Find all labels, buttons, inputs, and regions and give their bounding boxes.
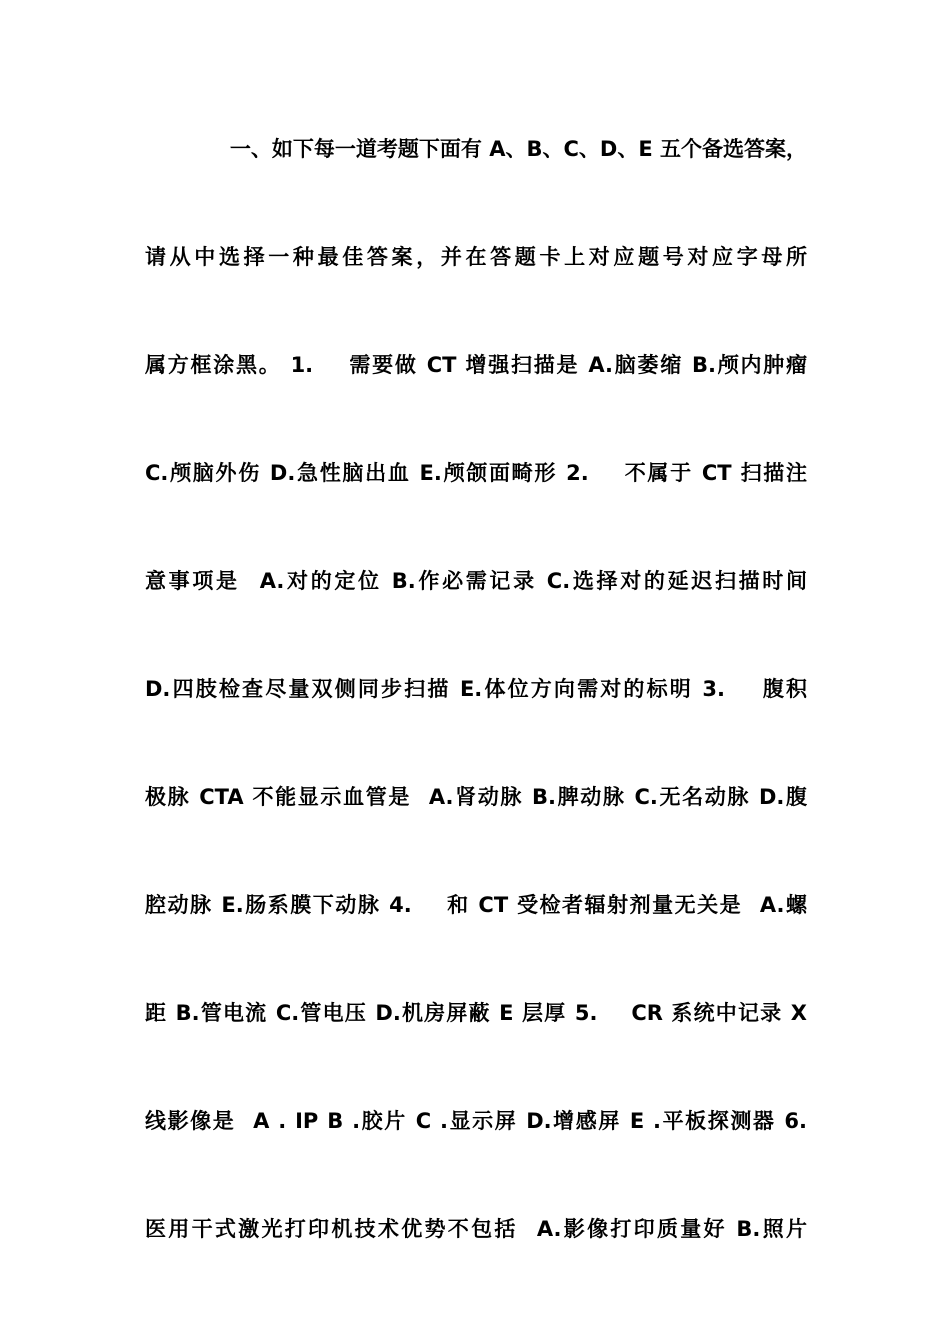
text-line-3: 属方框涂黑。 1. 需要做 CT 增强扫描是 A.脑萎缩 B.颅内肿瘤 <box>145 353 807 377</box>
exam-question-text <box>145 128 807 1316</box>
text-line-10: 线影像是 A . IP B .胶片 C .显示屏 D.增感屏 E .平板探测器 6. <box>145 1109 807 1133</box>
text-line-6: D.四肢检查尽量双侧同步扫描 E.体位方向需对的标明 3. 腹积 <box>145 677 807 701</box>
text-line-1: 一、如下每一道考题下面有 A、B、C、D、E 五个备选答案， <box>229 137 807 161</box>
text-line-4: C.颅脑外伤 D.急性脑出血 E.颅颌面畸形 2. 不属于 CT 扫描注 <box>145 461 807 485</box>
text-line-9: 距 B.管电流 C.管电压 D.机房屏蔽 E 层厚 5. CR 系统中记录 X <box>145 1001 807 1025</box>
text-line-11: 医用干式激光打印机技术优势不包括 A.影像打印质量好 B.照片 <box>145 1217 807 1241</box>
text-line-2: 请从中选择一种最佳答案，并在答题卡上对应题号对应字母所 <box>145 245 807 269</box>
text-line-7: 极脉 CTA 不能显示血管是 A.肾动脉 B.脾动脉 C.无名动脉 D.腹 <box>145 785 807 809</box>
text-line-5: 意事项是 A.对的定位 B.作必需记录 C.选择对的延迟扫描时间 <box>145 569 807 593</box>
text-line-8: 腔动脉 E.肠系膜下动脉 4. 和 CT 受检者辐射剂量无关是 A.螺 <box>145 893 807 917</box>
